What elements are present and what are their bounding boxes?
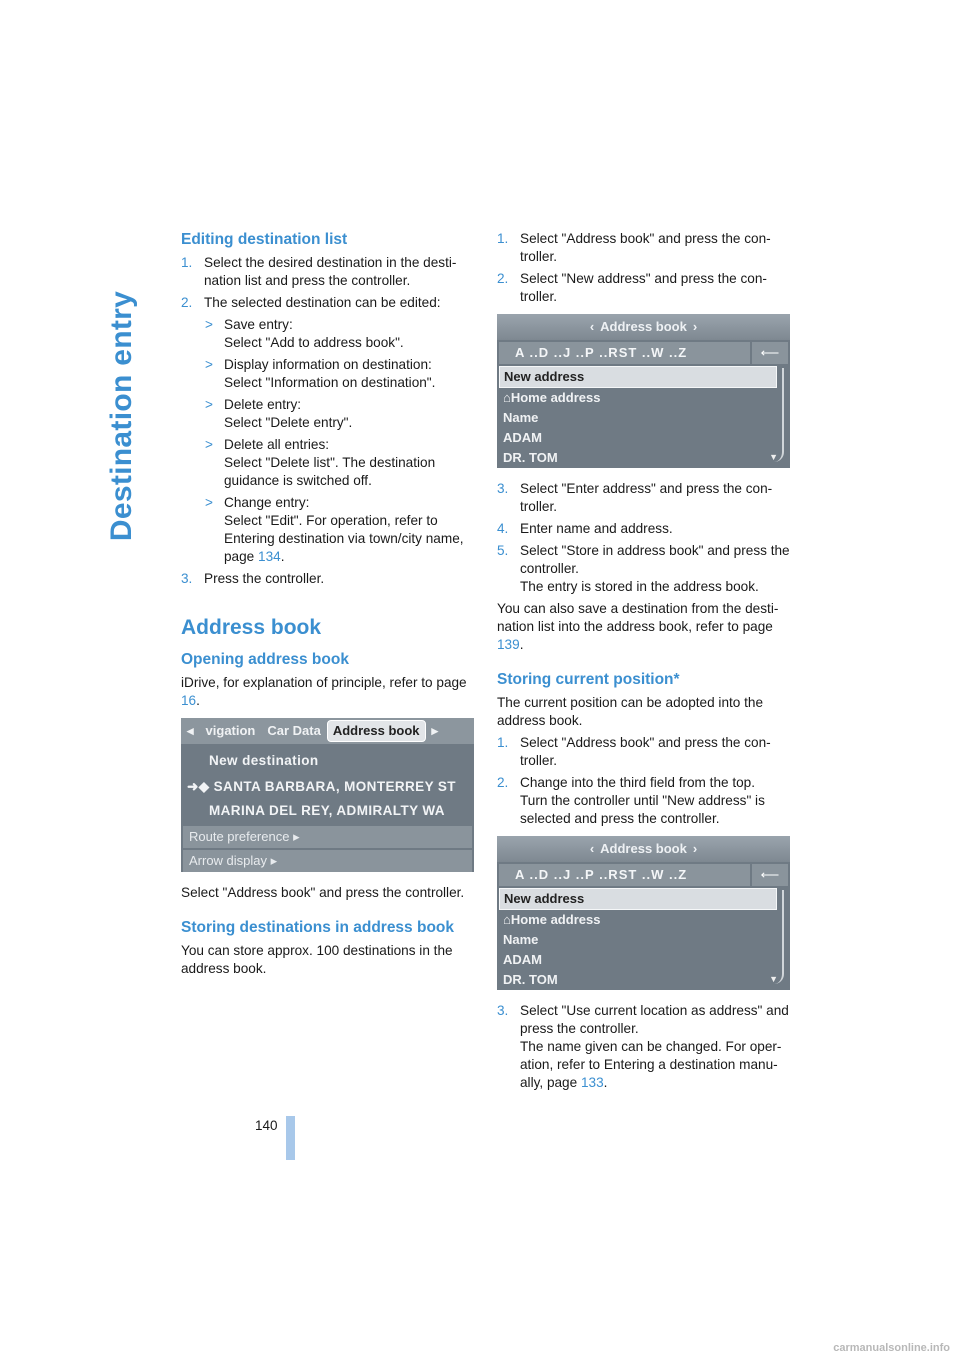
letter-selector-2[interactable]: A ..D ..J ..P ..RST ..W ..Z	[499, 864, 750, 886]
header-left-arrow-icon: ‹	[589, 319, 595, 334]
editing-heading: Editing destination list	[181, 231, 348, 248]
row-home-address[interactable]: ⌂Home address	[503, 390, 601, 405]
link-page-16[interactable]: 16	[181, 693, 197, 708]
row-new-address[interactable]: New address	[499, 888, 777, 910]
bullet-save: > Save entry: Select "Add to address book".	[205, 317, 404, 350]
page-number: 140	[255, 1118, 278, 1133]
address-book-screen-2	[497, 836, 790, 990]
opening-text: iDrive, for explanation of principle, refer to page 16.	[181, 675, 467, 708]
row-dr-tom[interactable]: DR. TOM	[503, 450, 558, 465]
address-book-heading: Address book	[181, 616, 322, 639]
back-arrow-icon[interactable]: ⟵	[752, 342, 788, 364]
opening-heading: Opening address book	[181, 651, 349, 668]
row-adam[interactable]: ADAM	[503, 952, 542, 967]
right-step-3: 3. Select "Enter address" and press the con-troller.	[497, 481, 773, 514]
tab-navigation[interactable]: vigation	[205, 723, 256, 738]
row-dr-tom[interactable]: DR. TOM	[503, 972, 558, 987]
row-new-address[interactable]: New address	[499, 366, 777, 388]
current-step-3: 3. Select "Use current location as address" and press the controller. The name given can be changed. For oper-ation, refer to Entering a destination manu-ally, page 133.	[497, 1003, 789, 1090]
storing-text: You can store approx. 100 destinations in the address book.	[181, 943, 453, 976]
also-text: You can also save a destination from the desti-nation list into the address book, refer to page 139.	[497, 601, 779, 652]
tab-right-arrow[interactable]: ▸	[431, 723, 439, 738]
right-step-5: 5. Select "Store in address book" and press the controller. The entry is stored in the address book.	[497, 543, 790, 594]
page-marker-bar	[286, 1116, 295, 1160]
bullet-delete-all: > Delete all entries: Select "Delete list". The destination guidance is switched off.	[205, 437, 436, 488]
address-book-screen-1	[497, 314, 790, 468]
right-step-4: 4. Enter name and address.	[497, 521, 673, 536]
row-adam[interactable]: ADAM	[503, 430, 542, 445]
right-column	[497, 230, 792, 1096]
tab-left-arrow[interactable]: ◂	[187, 723, 194, 738]
left-column	[181, 230, 476, 982]
header-right-arrow-icon: ›	[692, 841, 698, 856]
editing-step-2: 2. The selected destination can be edited:	[181, 295, 441, 310]
bullet-change: > Change entry: Select "Edit". For operation, refer to Entering destination via town/city name, page 134.	[205, 495, 464, 564]
editing-step-1: 1. Select the desired destination in the desti-nation list and press the controller.	[181, 255, 457, 288]
bullet-info: > Display information on destination: Select "Information on destination".	[205, 357, 436, 390]
menu-arrow-display[interactable]: Arrow display ▸	[183, 850, 472, 872]
menu-route-preference[interactable]: Route preference ▸	[183, 826, 472, 848]
after-screen-text: Select "Address book" and press the controller.	[181, 885, 465, 900]
header-right-arrow-icon: ›	[692, 319, 698, 334]
scroll-down-icon: ▼	[769, 974, 778, 984]
letter-selector[interactable]: A ..D ..J ..P ..RST ..W ..Z	[499, 342, 750, 364]
address-book-header-2: ‹ Address book ›	[497, 836, 790, 862]
scroll-down-icon: ▼	[769, 452, 778, 462]
storing-heading: Storing destinations in address book	[181, 919, 455, 936]
right-step-2: 2. Select "New address" and press the con-troller.	[497, 271, 767, 304]
current-step-2: 2. Change into the third field from the top. Turn the controller until "New address" is selected and press the controller.	[497, 775, 765, 826]
section-tab	[92, 226, 152, 606]
right-step-1: 1. Select "Address book" and press the con-troller.	[497, 231, 771, 264]
tab-car-data[interactable]: Car Data	[267, 723, 321, 738]
header-left-arrow-icon: ‹	[589, 841, 595, 856]
bullet-delete: > Delete entry: Select "Delete entry".	[205, 397, 353, 430]
editing-step-3: 3. Press the controller.	[181, 571, 325, 586]
section-tab-label: Destination entry	[105, 290, 138, 542]
link-page-133[interactable]: 133	[580, 1075, 604, 1090]
address-book-header: ‹ Address book ›	[497, 314, 790, 340]
watermark: carmanualsonline.info	[833, 1342, 950, 1354]
row-name[interactable]: Name	[503, 932, 539, 947]
back-arrow-icon[interactable]: ⟵	[752, 864, 788, 886]
tab-address-book[interactable]: Address book	[327, 720, 426, 742]
menu-tabs	[181, 718, 474, 744]
current-position-text: The current position can be adopted into the address book.	[497, 695, 764, 728]
row-home-address[interactable]: ⌂Home address	[503, 912, 601, 927]
current-position-heading: Storing current position*	[497, 671, 680, 688]
idrive-nav-screen	[181, 718, 474, 872]
menu-new-destination[interactable]: New destination	[209, 753, 319, 768]
link-page-139[interactable]: 139	[497, 637, 520, 652]
menu-destination-1[interactable]: ➜◆ SANTA BARBARA, MONTERREY ST	[187, 779, 456, 794]
row-name[interactable]: Name	[503, 410, 539, 425]
link-page-134[interactable]: 134	[258, 549, 281, 564]
current-step-1: 1. Select "Address book" and press the con-troller.	[497, 735, 771, 768]
menu-destination-2[interactable]: MARINA DEL REY, ADMIRALTY WA	[209, 803, 445, 818]
